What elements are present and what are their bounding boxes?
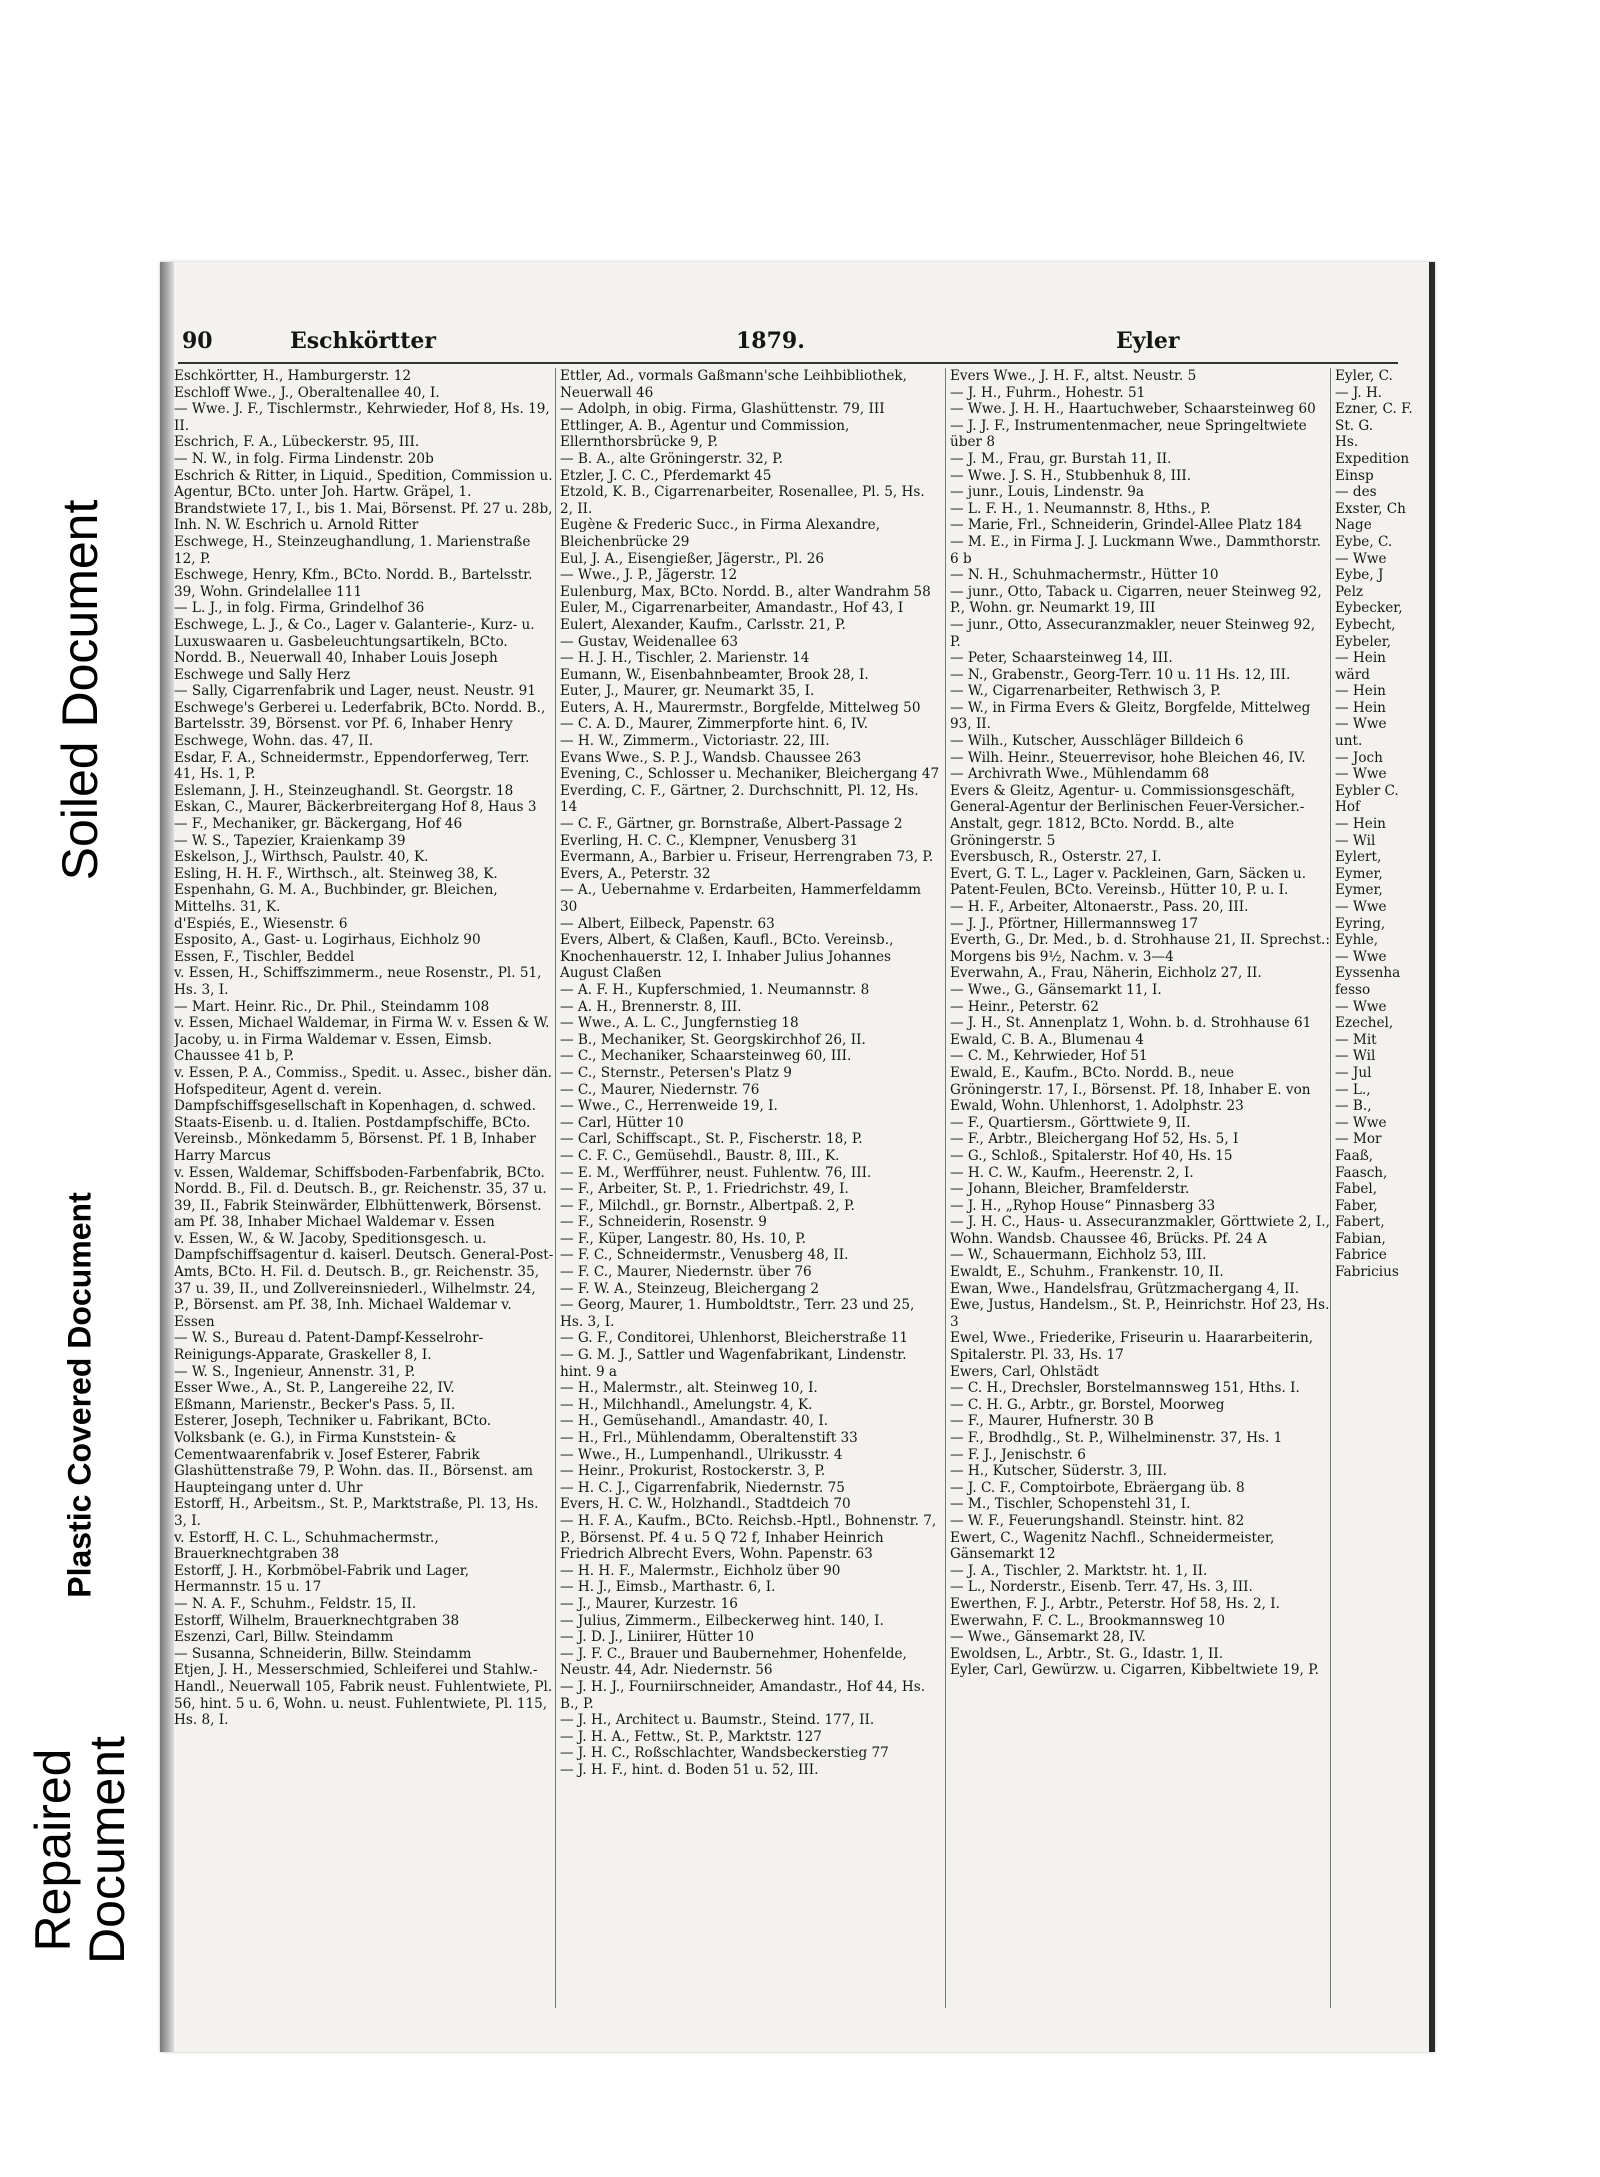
- directory-entry: Ewald, C. B. A., Blumenau 4: [950, 1031, 1144, 1048]
- directory-entry: Euter, J., Maurer, gr. Neumarkt 35, I.: [560, 683, 815, 700]
- directory-entry: — J., Maurer, Kurzestr. 16: [560, 1595, 738, 1612]
- directory-entry: Faber,: [1335, 1197, 1378, 1214]
- archive-sidebar: [0, 0, 160, 2177]
- directory-entry: — N. H., Schuhmachermstr., Hütter 10: [950, 567, 1219, 584]
- directory-entry: — F. J., Jenischstr. 6: [950, 1446, 1086, 1463]
- directory-entry: Evers, Albert, & Claßen, Kaufl., BCto. Vereinsb., Knochenhauerstr. 12, I. Inhaber Julius Johannes August Claßen: [560, 932, 894, 982]
- directory-entry: — Albert, Eilbeck, Papenstr. 63: [560, 915, 775, 932]
- directory-entry: — H. H. F., Malermstr., Eichholz über 90: [560, 1562, 841, 1579]
- directory-entry: Evers & Gleitz, Agentur- u. Commissionsgeschäft, General-Agentur der Berlinischen Feuer-Versicher.-Anstalt, gegr. 1812, BCto. Nordd. B., alte Gröningerstr. 5: [950, 782, 1305, 849]
- directory-entry: Eschwege, H., Steinzeughandlung, 1. Marienstraße 12, P.: [174, 533, 531, 567]
- directory-entry: Estorff, H., Arbeitsm., St. P., Marktstraße, Pl. 13, Hs. 3, I.: [174, 1496, 539, 1529]
- directory-entry: — H. C. J., Cigarrenfabrik, Niedernstr. 75: [560, 1479, 845, 1496]
- directory-entry: — F. W. A., Steinzeug, Bleichergang 2: [560, 1280, 819, 1297]
- column-divider: [1330, 368, 1331, 2008]
- directory-entry: — W. F., Feuerungshandl. Steinstr. hint. 82: [950, 1512, 1245, 1529]
- directory-entry: Eßmann, Marienstr., Becker's Pass. 5, II.: [174, 1396, 456, 1413]
- directory-entry: — Wwe: [1335, 899, 1387, 915]
- directory-entry: — C., Sternstr., Petersen's Platz 9: [560, 1064, 792, 1081]
- directory-entry: Everth, G., Dr. Med., b. d. Strohhause 21, II. Sprechst.: Morgens bis 9½, Nachm. v. 3—4: [950, 932, 1330, 965]
- directory-entry: — E. M., Werfführer, neust. Fuhlentw. 76, III.: [560, 1164, 872, 1181]
- directory-entry: — H., Milchhandl., Amelungstr. 4, K.: [560, 1396, 813, 1413]
- directory-entry: Evers, H. C. W., Holzhandl., Stadtdeich 70: [560, 1496, 851, 1513]
- directory-entry: Ewald, E., Kaufm., BCto. Nordd. B., neue Gröningerstr. 17, I., Börsenst. Pf. 18, Inhaber E. von Ewald, Wohn. Uhlenhorst, 1. Adolphstr. 23: [950, 1064, 1311, 1115]
- directory-entry: — J. M., Frau, gr. Burstah 11, II.: [950, 450, 1172, 467]
- directory-entry: — L. F. H., 1. Neumannstr. 8, Hths., P.: [950, 500, 1211, 517]
- directory-entry: — Wwe: [1335, 766, 1387, 783]
- column-4-partial: [1335, 368, 1435, 2008]
- directory-entry: — J. H. C., Haus- u. Assecuranzmakler, Görttwiete 2, I., Wohn. Wandsb. Chaussee 46, Brücks. Pf. 24 A: [950, 1214, 1330, 1247]
- column-divider: [555, 368, 556, 2008]
- directory-entry: — H., Kutscher, Süderstr. 3, III.: [950, 1463, 1167, 1480]
- directory-entry: — Wilh. Heinr., Steuerrevisor, hohe Bleichen 46, IV.: [950, 749, 1306, 766]
- directory-entry: — C. F. C., Gemüsehdl., Baustr. 8, III., K.: [560, 1147, 840, 1164]
- directory-entry: — F., Arbtr., Bleichergang Hof 52, Hs. 5, I: [950, 1131, 1239, 1148]
- directory-entry: — H. J. H., Tischler, 2. Marienstr. 14: [560, 650, 810, 667]
- directory-entry: Estorff, J. H., Korbmöbel-Fabrik und Lager, Hermannstr. 15 u. 17: [174, 1562, 470, 1596]
- directory-entry: Eskan, C., Maurer, Bäckerbreitergang Hof 8, Haus 3: [174, 799, 537, 816]
- directory-entry: Eyssenha: [1335, 965, 1401, 982]
- directory-entry: Eymer,: [1335, 865, 1383, 882]
- directory-entry: Ettler, Ad., vormals Gaßmann'sche Leihbibliothek, Neuerwall 46: [560, 368, 907, 401]
- directory-entry: — W. S., Bureau d. Patent-Dampf-Kesselrohr-Reinigungs-Apparate, Graskeller 8, I.: [174, 1330, 484, 1364]
- directory-entry: — J. H. C., Roßschlachter, Wandsbeckerstieg 77: [560, 1745, 889, 1762]
- directory-entry: Eul, J. A., Eisengießer, Jägerstr., Pl. 26: [560, 550, 825, 567]
- directory-entry: — H. J., Eimsb., Marthastr. 6, I.: [560, 1579, 776, 1596]
- directory-entry: — L., Norderstr., Eisenb. Terr. 47, Hs. 3, III.: [950, 1579, 1253, 1596]
- directory-entry: Eyring,: [1335, 915, 1386, 932]
- directory-entry: — C. H. G., Arbtr., gr. Borstel, Moorweg: [950, 1396, 1225, 1413]
- column-divider: [945, 368, 946, 2008]
- directory-entry: — Mor: [1335, 1131, 1382, 1148]
- directory-entry: — G. F., Conditorei, Uhlenhorst, Bleicherstraße 11: [560, 1330, 909, 1347]
- directory-entry: — Susanna, Schneiderin, Billw. Steindamm: [174, 1645, 472, 1662]
- directory-page: [160, 262, 1435, 2052]
- directory-entry: — N. W., in folg. Firma Lindenstr. 20b: [174, 450, 434, 467]
- directory-entry: — M., Tischler, Schopenstehl 31, I.: [950, 1496, 1191, 1513]
- directory-entry: — Wwe. J. S. H., Stubbenhuk 8, III.: [950, 467, 1192, 484]
- header-rule: [178, 362, 1398, 364]
- directory-entry: Eslemann, J. H., Steinzeughandl. St. Georgstr. 18: [174, 782, 514, 799]
- directory-entry: Fabert,: [1335, 1214, 1385, 1231]
- directory-entry: — Wwe: [1335, 948, 1387, 965]
- directory-entry: Hs.: [1335, 434, 1359, 451]
- directory-entry: Fabricius: [1335, 1264, 1399, 1281]
- page-number: 90: [182, 328, 213, 354]
- directory-entry: v. Estorff, H. C. L., Schuhmachermstr., Brauerknechtgraben 38: [174, 1529, 439, 1563]
- directory-entry: — Wwe: [1335, 1114, 1387, 1131]
- directory-entry: Evers, A., Peterstr. 32: [560, 865, 711, 882]
- directory-entry: v. Essen, Michael Waldemar, in Firma W. v. Essen & W. Jacoby, u. in Firma Waldemar v. Essen, Eimsb. Chaussee 41 b, P.: [174, 1015, 550, 1065]
- directory-entry: — Wil: [1335, 832, 1376, 849]
- directory-entry: — Hein: [1335, 699, 1386, 716]
- directory-entry: — Wwe. J. H. H., Haartuchweber, Schaarsteinweg 60: [950, 401, 1316, 418]
- directory-entry: v. Essen, H., Schiffszimmerm., neue Rosenstr., Pl. 51, Hs. 3, I.: [174, 965, 542, 998]
- running-head: [178, 324, 1333, 358]
- directory-entry: Expedition: [1335, 450, 1410, 467]
- directory-entry: Everding, C. F., Gärtner, 2. Durchschnitt, Pl. 12, Hs. 14: [560, 782, 919, 816]
- directory-entry: Etzler, J. C. C., Pferdemarkt 45: [560, 467, 772, 484]
- directory-entry: Ewaldt, E., Schuhm., Frankenstr. 10, II.: [950, 1264, 1224, 1281]
- directory-entry: — H. W., Zimmerm., Victoriastr. 22, III.: [560, 733, 830, 750]
- directory-entry: — G., Schloß., Spitalerstr. Hof 40, Hs. 15: [950, 1147, 1233, 1164]
- directory-entry: Esdar, F. A., Schneidermstr., Eppendorferweg, Terr. 41, Hs. 1, P.: [174, 749, 530, 783]
- directory-entry: Fabrice: [1335, 1247, 1387, 1264]
- directory-entry: Esterer, Joseph, Techniker u. Fabrikant, BCto. Volksbank (e. G.), in Firma Kunststein- & Cementwaarenfabrik v. Josef Esterer, Fabrik Glashüttenstraße 79, P. Wohn. das. II., Börsenst. am Haupteingang unter d. Uhr: [174, 1413, 534, 1496]
- directory-entry: Evers Wwe., J. H. F., altst. Neustr. 5: [950, 368, 1197, 384]
- directory-entry: — Joch: [1335, 749, 1383, 766]
- directory-entry: Faasch,: [1335, 1164, 1388, 1181]
- directory-entry: Ewoldsen, L., Arbtr., St. G., Idastr. 1, II.: [950, 1645, 1224, 1662]
- directory-entry: — Wwe., Gänsemarkt 28, IV.: [950, 1629, 1146, 1646]
- directory-entry: Essen, F., Tischler, Beddel: [174, 948, 355, 965]
- directory-entry: — J. J., Pförtner, Hillermannsweg 17: [950, 915, 1198, 932]
- directory-entry: Ewerwahn, F. C. L., Brookmannsweg 10: [950, 1612, 1226, 1629]
- directory-entry: — F., Maurer, Hufnerstr. 30 B: [950, 1413, 1154, 1430]
- repaired-label-line2: Document: [79, 1736, 135, 1964]
- soiled-document-label: Soiled Document: [52, 499, 108, 881]
- directory-entry: v. Essen, W., & W. Jacoby, Speditionsgesch. u. Dampfschiffsagentur d. kaiserl. Deutsch. General-Post-Amts, BCto. H. Fil. d. Deutsch. B., gr. Reichenstr. 35, 37 u. 39, II., und Zollvereinsniederl., Wilhelmstr. 24, P., Börsenst. am Pf. 38, Inh. Michael Waldemar v. Essen: [174, 1230, 554, 1330]
- directory-entry: Hof: [1335, 799, 1361, 816]
- directory-entry: Esser Wwe., A., St. P., Langereihe 22, IV.: [174, 1380, 455, 1397]
- directory-entry: — H. F., Arbeiter, Altonaerstr., Pass. 20, III.: [950, 899, 1249, 915]
- directory-entry: — J. H. A., Fettw., St. P., Marktstr. 127: [560, 1728, 822, 1745]
- directory-entry: — Wwe., H., Lumpenhandl., Ulrikusstr. 4: [560, 1446, 843, 1463]
- directory-entry: — B. A., alte Gröningerstr. 32, P.: [560, 450, 783, 467]
- directory-entry: Fabian,: [1335, 1230, 1386, 1247]
- directory-entry: — Carl, Hütter 10: [560, 1114, 684, 1131]
- directory-entry: Ewel, Wwe., Friederike, Friseurin u. Haararbeiterin, Spitalerstr. Pl. 33, Hs. 17: [950, 1330, 1314, 1364]
- directory-entry: Eschwege's Gerberei u. Lederfabrik, BCto. Nordd. B., Bartelsstr. 39, Börsenst. vor Pf. 6, Inhaber Henry Eschwege, Wohn. das. 47, II.: [174, 699, 546, 750]
- directory-entry: Ewers, Carl, Ohlstädt: [950, 1363, 1099, 1380]
- repaired-document-label: [26, 1736, 134, 1964]
- directory-entry: Etzold, K. B., Cigarrenarbeiter, Rosenallee, Pl. 5, Hs. 2, II.: [560, 484, 925, 517]
- directory-entry: — Wwe., G., Gänsemarkt 11, I.: [950, 981, 1162, 998]
- directory-entry: — H., Frl., Mühlendamm, Oberaltenstift 33: [560, 1430, 858, 1446]
- directory-entry: fesso: [1335, 981, 1371, 998]
- directory-entry: — junr., Otto, Taback u. Cigarren, neuer Steinweg 92, P., Wohn. gr. Neumarkt 19, III: [950, 583, 1322, 617]
- directory-entry: Eyhle,: [1335, 932, 1379, 949]
- directory-entry: — J. H., Fuhrm., Hohestr. 51: [950, 384, 1146, 401]
- header-left-keyword: Eschkörtter: [290, 328, 436, 354]
- directory-entry: Eschwege, Henry, Kfm., BCto. Nordd. B., Bartelsstr. 39, Wohn. Grindelallee 111: [174, 567, 533, 600]
- header-year: 1879.: [736, 328, 805, 354]
- directory-entry: — Wwe: [1335, 550, 1387, 567]
- page-gutter: [160, 262, 174, 2052]
- directory-entry: Pelz: [1335, 583, 1364, 600]
- directory-entry: — F., Milchdl., gr. Bornstr., Albertpaß. 2, P.: [560, 1197, 855, 1214]
- directory-entry: — H. C. W., Kaufm., Heerenstr. 2, I.: [950, 1164, 1194, 1181]
- directory-entry: — J. H. F., hint. d. Boden 51 u. 52, III.: [560, 1761, 819, 1778]
- directory-entry: Esling, H. H. F., Wirthsch., alt. Steinweg 38, K.: [174, 865, 498, 882]
- directory-entry: — M. E., in Firma J. J. Luckmann Wwe., Dammthorstr. 6 b: [950, 533, 1321, 567]
- directory-entry: Espenhahn, G. M. A., Buchbinder, gr. Bleichen, Mittelhs. 31, K.: [174, 882, 498, 915]
- directory-entry: — Julius, Zimmerm., Eilbeckerweg hint. 140, I.: [560, 1612, 884, 1629]
- directory-entry: — F., Arbeiter, St. P., 1. Friedrichstr. 49, I.: [560, 1181, 849, 1198]
- directory-entry: — A. F. H., Kupferschmied, 1. Neumannstr. 8: [560, 981, 870, 998]
- directory-entry: — J. H., St. Annenplatz 1, Wohn. b. d. Strohhause 61: [950, 1015, 1312, 1032]
- directory-entry: — G. M. J., Sattler und Wagenfabrikant, Lindenstr. hint. 9 a: [560, 1347, 907, 1380]
- directory-entry: St. G.: [1335, 417, 1374, 434]
- directory-entry: Eyler, Carl, Gewürzw. u. Cigarren, Kibbeltwiete 19, P.: [950, 1662, 1319, 1679]
- directory-entry: Eulert, Alexander, Kaufm., Carlsstr. 21, P.: [560, 616, 846, 633]
- directory-entry: — Wwe., C., Herrenweide 19, I.: [560, 1098, 778, 1115]
- directory-entry: — C., Mechaniker, Schaarsteinweg 60, III.: [560, 1048, 852, 1065]
- directory-entry: Ewert, C., Wagenitz Nachfl., Schneidermeister, Gänsemarkt 12: [950, 1529, 1275, 1563]
- directory-entry: Ewan, Wwe., Handelsfrau, Grützmachergang 4, II.: [950, 1280, 1300, 1297]
- directory-entry: — A. H., Brennerstr. 8, III.: [560, 998, 742, 1015]
- directory-entry: Eversbusch, R., Osterstr. 27, I.: [950, 849, 1162, 866]
- directory-entry: — B., Mechaniker, St. Georgskirchhof 26, II.: [560, 1031, 866, 1048]
- directory-entry: — W. S., Tapezier, Kraienkamp 39: [174, 832, 406, 849]
- directory-entry: Everwahn, A., Frau, Näherin, Eichholz 27, II.: [950, 965, 1262, 982]
- directory-entry: v. Essen, P. A., Commiss., Spedit. u. Assec., bisher dän. Hofspediteur, Agent d. verein. Dampfschiffsgesellschaft in Kopenhagen, d. schwed. Staats-Eisenb. u. d. Italien. Postdampfschiffe, BCto. Vereinsb., Mönkedamm 5, Börsenst. Pf. 1 B, Inhaber Harry Marcus: [174, 1064, 552, 1164]
- directory-entry: — Wwe: [1335, 716, 1387, 733]
- directory-entry: — W., Schauermann, Eichholz 53, III.: [950, 1247, 1207, 1264]
- directory-entry: — L.,: [1335, 1081, 1371, 1098]
- directory-entry: — Jul: [1335, 1064, 1372, 1081]
- directory-entry: — Peter, Schaarsteinweg 14, III.: [950, 650, 1173, 667]
- directory-entry: — W. S., Ingenieur, Annenstr. 31, P.: [174, 1363, 416, 1380]
- directory-entry: — Hein: [1335, 650, 1386, 667]
- directory-entry: — Wwe. J. F., Tischlermstr., Kehrwieder, Hof 8, Hs. 19, II.: [174, 401, 550, 434]
- directory-entry: Eybler C.: [1335, 782, 1399, 799]
- directory-entry: — J. C. F., Comptoirbote, Ebräergang üb. 8: [950, 1479, 1245, 1496]
- directory-entry: Eybe, J: [1335, 567, 1384, 584]
- directory-entry: — Mart. Heinr. Ric., Dr. Phil., Steindamm 108: [174, 998, 490, 1015]
- directory-entry: — des: [1335, 484, 1377, 501]
- directory-entry: Ewerthen, F. J., Arbtr., Peterstr. Hof 58, Hs. 2, I.: [950, 1595, 1280, 1612]
- directory-entry: — C. A. D., Maurer, Zimmerpforte hint. 6, IV.: [560, 716, 869, 733]
- directory-entry: — Mit: [1335, 1031, 1377, 1048]
- directory-entry: Estorff, Wilhelm, Brauerknechtgraben 38: [174, 1612, 460, 1629]
- directory-entry: Nage: [1335, 517, 1372, 534]
- directory-entry: — Wwe., J. P., Jägerstr. 12: [560, 567, 738, 584]
- directory-entry: — F., Schneiderin, Rosenstr. 9: [560, 1214, 767, 1231]
- directory-entry: Eumann, W., Eisenbahnbeamter, Brook 28, I.: [560, 666, 869, 683]
- directory-entry: — J. D. J., Liniirer, Hütter 10: [560, 1629, 755, 1646]
- directory-entry: Esposito, A., Gast- u. Logirhaus, Eichholz 90: [174, 932, 481, 949]
- plastic-covered-label: Plastic Covered Document: [61, 1192, 98, 1598]
- directory-entry: Eschrich & Ritter, in Liquid., Spedition, Commission u. Agentur, BCto. unter Joh. Hartw. Gräpel, 1. Brandstwiete 17, I., bis 1. Mai, Börsenst. Pf. 27 u. 28b, Inh. N. W. Eschrich u. Arnold Ritter: [174, 467, 553, 534]
- column-2: [560, 368, 940, 2008]
- directory-entry: Ezechel,: [1335, 1015, 1394, 1032]
- directory-entry: — J. H., „Ryhop House“ Pinnasberg 33: [950, 1197, 1216, 1214]
- directory-entry: — Marie, Frl., Schneiderin, Grindel-Allee Platz 184: [950, 517, 1303, 534]
- directory-entry: Evert, G. T. L., Lager v. Packleinen, Garn, Säcken u. Patent-Feulen, BCto. Vereinsb., Hütter 10, P. u. I.: [950, 865, 1307, 899]
- directory-entry: Eylert,: [1335, 849, 1382, 866]
- directory-entry: — A., Uebernahme v. Erdarbeiten, Hammerfeldamm 30: [560, 882, 922, 915]
- directory-entry: Ewe, Justus, Handelsm., St. P., Heinrichstr. Hof 23, Hs. 3: [950, 1297, 1330, 1330]
- directory-entry: unt.: [1335, 733, 1363, 750]
- directory-entry: Einsp: [1335, 467, 1374, 484]
- directory-entry: — Sally, Cigarrenfabrik und Lager, neust. Neustr. 91: [174, 683, 536, 700]
- directory-entry: — N., Grabenstr., Georg-Terr. 10 u. 11 Hs. 12, III.: [950, 666, 1291, 683]
- directory-entry: — F. C., Schneidermstr., Venusberg 48, II.: [560, 1247, 849, 1264]
- directory-entry: — N. A. F., Schuhm., Feldstr. 15, II.: [174, 1595, 417, 1612]
- directory-entry: d'Espiés, E., Wiesenstr. 6: [174, 915, 348, 932]
- directory-entry: — Gustav, Weidenallee 63: [560, 633, 739, 650]
- directory-entry: — Wilh., Kutscher, Ausschläger Billdeich 6: [950, 733, 1244, 750]
- directory-entry: Eybeler,: [1335, 633, 1392, 650]
- directory-entry: — F., Mechaniker, gr. Bäckergang, Hof 46: [174, 816, 463, 833]
- directory-entry: — H., Malermstr., alt. Steinweg 10, I.: [560, 1380, 818, 1397]
- directory-entry: — H. F. A., Kaufm., BCto. Reichsb.-Hptl., Bohnenstr. 7, P., Börsenst. Pf. 4 u. 5 Q 72 f, Inhaber Heinrich Friedrich Albrecht Evers, Wohn. Papenstr. 63: [560, 1512, 937, 1563]
- directory-entry: Euler, M., Cigarrenarbeiter, Amandastr., Hof 43, I: [560, 600, 904, 617]
- directory-entry: Eskelson, J., Wirthsch, Paulstr. 40, K.: [174, 849, 429, 866]
- directory-entry: — Carl, Schiffscapt., St. P., Fischerstr. 18, P.: [560, 1131, 863, 1148]
- directory-entry: Fabel,: [1335, 1181, 1378, 1198]
- directory-entry: — Heinr., Prokurist, Rostockerstr. 3, P.: [560, 1463, 826, 1480]
- directory-entry: Eybecht,: [1335, 616, 1396, 633]
- directory-entry: — J. A., Tischler, 2. Marktstr. ht. 1, II.: [950, 1562, 1208, 1579]
- directory-entry: Etjen, J. H., Messerschmied, Schleiferei und Stahlw.-Handl., Neuerwall 105, Fabrik neust. Fuhlentwiete, Pl. 56, hint. 5 u. 6, Wohn. u. neust. Fuhlentwiete, Pl. 115, Hs. 8, I.: [174, 1662, 553, 1729]
- directory-entry: — junr., Louis, Lindenstr. 9a: [950, 484, 1145, 501]
- directory-entry: Eszenzi, Carl, Billw. Steindamm: [174, 1629, 394, 1646]
- directory-entry: Evening, C., Schlosser u. Mechaniker, Bleichergang 47: [560, 766, 940, 783]
- directory-entry: Ezner, C. F.: [1335, 401, 1413, 418]
- directory-entry: — C. F., Gärtner, gr. Bornstraße, Albert-Passage 2: [560, 816, 903, 833]
- directory-entry: — W., Cigarrenarbeiter, Rethwisch 3, P.: [950, 683, 1221, 700]
- directory-entry: Ettlinger, A. B., Agentur und Commission, Ellernthorsbrücke 9, P.: [560, 417, 850, 451]
- directory-entry: — Johann, Bleicher, Bramfelderstr.: [950, 1181, 1190, 1198]
- directory-entry: — Hein: [1335, 683, 1386, 700]
- directory-entry: — Georg, Maurer, 1. Humboldtstr., Terr. 23 und 25, Hs. 3, I.: [560, 1297, 915, 1330]
- directory-entry: — F., Küper, Langestr. 80, Hs. 10, P.: [560, 1230, 806, 1247]
- directory-entry: Eschrich, F. A., Lübeckerstr. 95, III.: [174, 434, 420, 451]
- directory-entry: Eybe, C.: [1335, 533, 1393, 550]
- directory-entry: — F. C., Maurer, Niedernstr. über 76: [560, 1264, 812, 1281]
- directory-entry: — junr., Otto, Assecuranzmakler, neuer Steinweg 92, P.: [950, 616, 1316, 650]
- directory-entry: Eschloff Wwe., J., Oberaltenallee 40, I.: [174, 384, 440, 401]
- directory-entry: — J. H., Architect u. Baumstr., Steind. 177, II.: [560, 1712, 875, 1729]
- directory-entry: — J. H. J., Fourniirschneider, Amandastr., Hof 44, Hs. B., P.: [560, 1678, 926, 1712]
- directory-entry: — Wwe., A. L. C., Jungfernstieg 18: [560, 1015, 799, 1032]
- header-right-keyword: Eyler: [1116, 328, 1180, 354]
- directory-entry: Euters, A. H., Maurermstr., Borgfelde, Mittelweg 50: [560, 699, 921, 716]
- directory-entry: wärd: [1335, 666, 1370, 683]
- directory-entry: Everling, H. C. C., Klempner, Venusberg 31: [560, 832, 859, 849]
- directory-entry: — J. H.: [1335, 384, 1383, 401]
- directory-entry: — Wwe: [1335, 998, 1387, 1015]
- directory-entry: — L. J., in folg. Firma, Grindelhof 36: [174, 600, 425, 617]
- directory-entry: Eybecker,: [1335, 600, 1403, 617]
- directory-entry: Eulenburg, Max, BCto. Nordd. B., alter Wandrahm 58: [560, 583, 931, 600]
- column-3: [950, 368, 1330, 2008]
- directory-entry: Evans Wwe., S. P. J., Wandsb. Chaussee 263: [560, 749, 862, 766]
- column-1: [174, 368, 554, 2008]
- directory-entry: Eschkörtter, H., Hamburgerstr. 12: [174, 368, 412, 384]
- directory-entry: — C. H., Drechsler, Borstelmannsweg 151, Hths. I.: [950, 1380, 1300, 1397]
- directory-entry: — C. M., Kehrwieder, Hof 51: [950, 1048, 1148, 1065]
- directory-entry: — B.,: [1335, 1098, 1372, 1115]
- directory-entry: — Heinr., Peterstr. 62: [950, 998, 1099, 1015]
- directory-entry: — F., Brodhdlg., St. P., Wilhelminenstr. 37, Hs. 1: [950, 1430, 1283, 1446]
- directory-entry: Exster, Ch: [1335, 500, 1406, 517]
- directory-entry: Eymer,: [1335, 882, 1383, 899]
- directory-entry: — F., Quartiersm., Görttwiete 9, II.: [950, 1114, 1191, 1131]
- directory-entry: — Wil: [1335, 1048, 1376, 1065]
- directory-entry: — Adolph, in obig. Firma, Glashüttenstr. 79, III: [560, 401, 885, 418]
- directory-entry: — C., Maurer, Niedernstr. 76: [560, 1081, 760, 1098]
- directory-entry: — J. J. F., Instrumentenmacher, neue Springeltwiete über 8: [950, 417, 1307, 451]
- repaired-label-line1: Repaired: [25, 1748, 81, 1952]
- directory-entry: Eyler, C.: [1335, 368, 1393, 384]
- directory-entry: Evermann, A., Barbier u. Friseur, Herrengraben 73, P.: [560, 849, 934, 866]
- directory-entry: — J. F. C., Brauer und Baubernehmer, Hohenfelde, Neustr. 44, Adr. Niedernstr. 56: [560, 1645, 907, 1679]
- directory-entry: v. Essen, Waldemar, Schiffsboden-Farbenfabrik, BCto. Nordd. B., Fil. d. Deutsch. B., gr. Reichenstr. 35, 37 u. 39, II., Fabrik Steinwärder, Elbhüttenwerk, Börsenst. am Pf. 38, Inhaber Michael Waldemar v. Essen: [174, 1164, 547, 1231]
- directory-entry: Eschwege, L. J., & Co., Lager v. Galanterie-, Kurz- u. Luxuswaaren u. Gasbeleuchtungsartikeln, BCto. Nordd. B., Neuerwall 40, Inhaber Louis Joseph Eschwege und Sally Herz: [174, 616, 535, 683]
- directory-entry: Faaß,: [1335, 1147, 1374, 1164]
- directory-entry: — H., Gemüsehandl., Amandastr. 40, I.: [560, 1413, 829, 1430]
- directory-entry: — Archivrath Wwe., Mühlendamm 68: [950, 766, 1210, 783]
- directory-entry: — W., in Firma Evers & Gleitz, Borgfelde, Mittelweg 93, II.: [950, 699, 1311, 733]
- directory-entry: — Hein: [1335, 816, 1386, 833]
- directory-entry: Eugène & Frederic Succ., in Firma Alexandre, Bleichenbrücke 29: [560, 517, 881, 550]
